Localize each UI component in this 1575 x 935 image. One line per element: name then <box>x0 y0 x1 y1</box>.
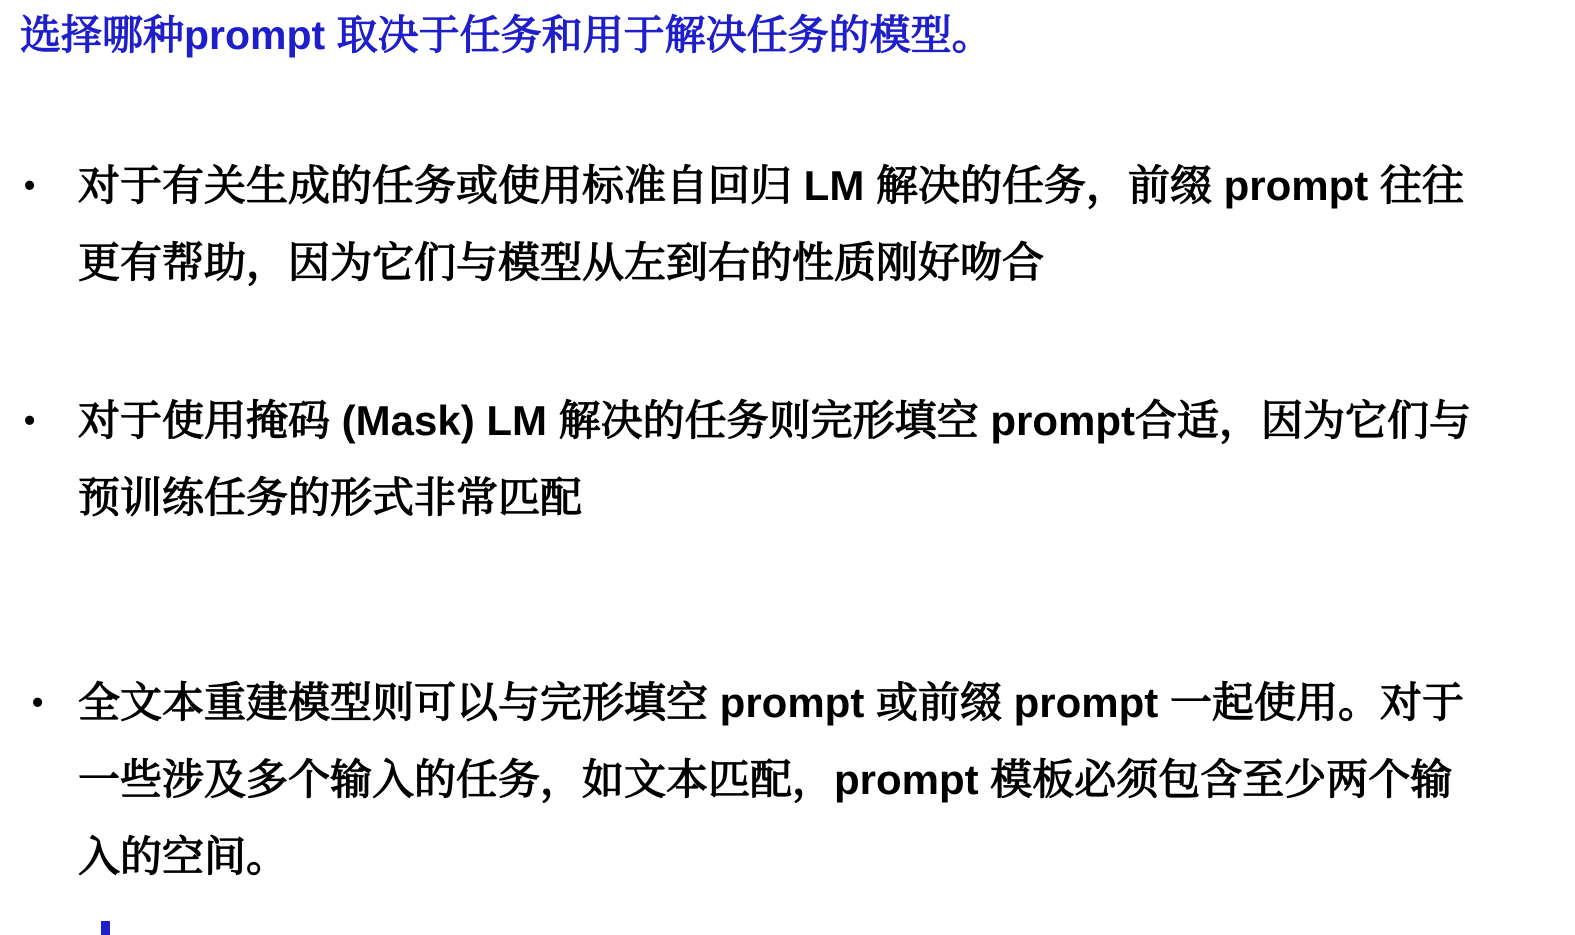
bullet-text <box>78 382 1471 536</box>
bullet-text-line: 全文本重建模型则可以与完形填空 prompt 或前缀 prompt 一起使用。对于 <box>78 679 1464 726</box>
slide-title: 选择哪种prompt 取决于任务和用于解决任务的模型。 <box>20 12 993 58</box>
bullet-item-cloze-prompt <box>22 382 1565 536</box>
clipped-next-text-fragment <box>101 921 110 935</box>
bullet-point-icon: • <box>24 402 36 438</box>
bullet-text-line: 对于使用掩码 (Mask) LM 解决的任务则完形填空 prompt合适，因为它们与 <box>78 397 1471 444</box>
bullet-point-icon: • <box>32 684 44 720</box>
bullet-text-line: 一些涉及多个输入的任务，如文本匹配，prompt 模板必须包含至少两个输 <box>78 756 1453 803</box>
bullet-text-line: 入的空间。 <box>78 833 289 880</box>
bullet-text <box>78 147 1464 301</box>
bullet-text-line: 预训练任务的形式非常匹配 <box>78 474 583 521</box>
bullet-text-line: 对于有关生成的任务或使用标准自回归 LM 解决的任务，前缀 prompt 往往 <box>78 162 1464 209</box>
bullet-item-full-text-reconstruction <box>22 664 1565 895</box>
bullet-text-line: 更有帮助，因为它们与模型从左到右的性质刚好吻合 <box>78 239 1045 286</box>
bullet-point-icon: • <box>24 167 36 203</box>
bullet-item-prefix-prompt <box>22 147 1565 301</box>
bullet-text <box>78 664 1464 895</box>
